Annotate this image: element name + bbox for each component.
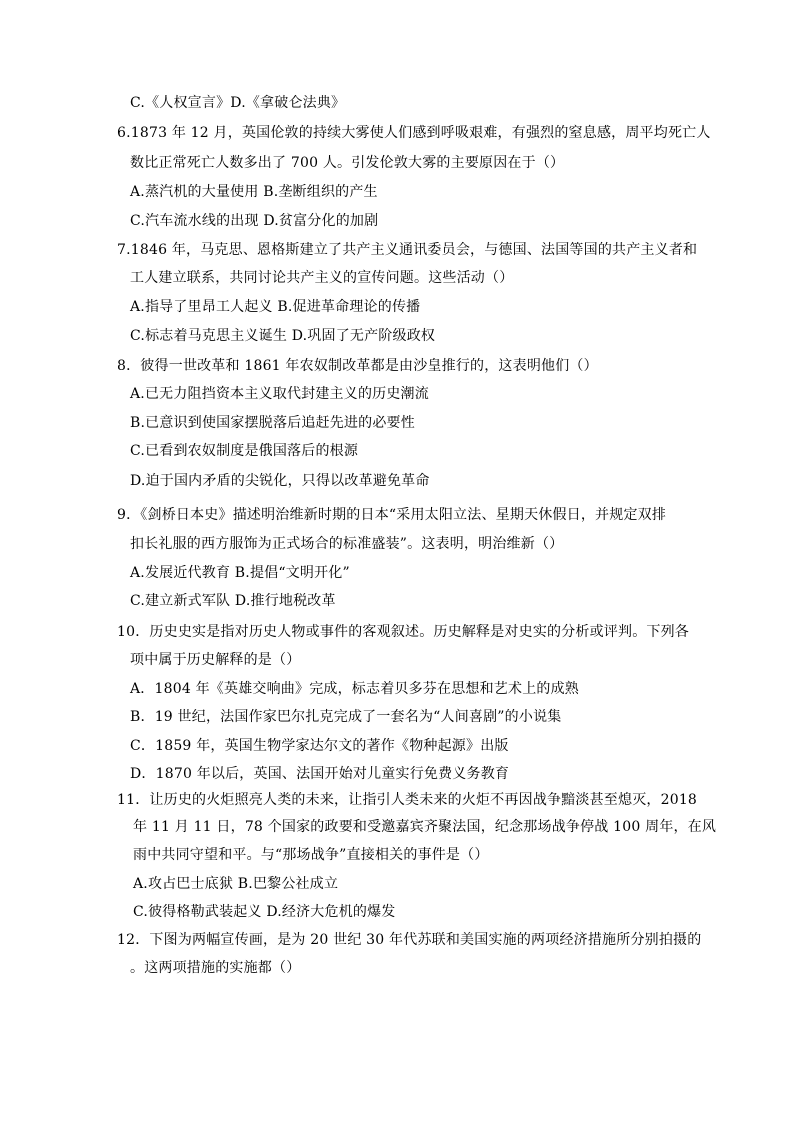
q6-options-cd: C.汽车流水线的出现 D.贫富分化的加剧 (130, 213, 379, 229)
q5-options-cd: C.《人权宣言》D.《拿破仑法典》 (130, 95, 346, 111)
q6-stem-line-1: 6.1873 年 12 月，英国伦敦的持续大雾使人们感到呼吸艰难，有强烈的窒息感，周平均死亡人 (117, 125, 711, 141)
q7-options-ab: A.指导了里昂工人起义 B.促进革命理论的传播 (130, 299, 421, 315)
q10-stem-line-1: 10．历史史实是指对历史人物或事件的客观叙述。历史解释是对史实的分析或评判。下列各 (117, 624, 690, 640)
q10-option-a: A．1804 年《英雄交响曲》完成，标志着贝多芬在思想和艺术上的成熟 (130, 681, 579, 697)
q12-stem-line-2: 。这两项措施的实施都（） (130, 960, 301, 976)
q8-option-b: B.已意识到使国家摆脱落后追赶先进的必要性 (130, 415, 415, 431)
q7-stem-line-1: 7.1846 年，马克思、恩格斯建立了共产主义通讯委员会，与德国、法国等国的共产主义者和 (117, 242, 698, 258)
q10-option-c: C．1859 年，英国生物学家达尔文的著作《物种起源》出版 (130, 738, 509, 754)
q9-options-ab: A.发展近代教育 B.提倡“文明开化” (130, 565, 350, 581)
q9-stem-line-2: 扣长礼服的西方服饰为正式场合的标准盛装”。这表明，明治维新（） (130, 536, 564, 552)
q12-stem-line-1: 12．下图为两幅宣传画，是为 20 世纪 30 年代苏联和美国实施的两项经济措施所分别拍摄的 (117, 932, 702, 948)
q6-stem-line-2: 数比正常死亡人数多出了 700 人。引发伦敦大雾的主要原因在于（） (130, 155, 565, 171)
q6-options-ab: A.蒸汽机的大量使用 B.垄断组织的产生 (130, 184, 378, 200)
q11-stem-line-2: 年 11 月 11 日，78 个国家的政要和受邀嘉宾齐聚法国，纪念那场战争停战 100 周年，在风 (133, 819, 717, 835)
q8-option-a: A.已无力阻挡资本主义取代封建主义的历史潮流 (130, 386, 429, 402)
q8-option-c: C.已看到农奴制度是俄国落后的根源 (130, 443, 359, 459)
q11-stem-line-3: 雨中共同守望和平。与“那场战争”直接相关的事件是（） (133, 847, 489, 863)
q10-option-b: B．19 世纪，法国作家巴尔扎克完成了一套名为“人间喜剧”的小说集 (130, 709, 562, 725)
q11-stem-line-1: 11．让历史的火炬照亮人类的未来，让指引人类未来的火炬不再因战争黯淡甚至熄灭，2018 (117, 792, 698, 808)
q9-options-cd: C.建立新式军队 D.推行地税改革 (130, 593, 336, 609)
q10-stem-line-2: 项中属于历史解释的是（） (130, 652, 301, 668)
q8-stem: 8．彼得一世改革和 1861 年农奴制改革都是由沙皇推行的，这表明他们（） (117, 358, 598, 374)
q7-stem-line-2: 工人建立联系，共同讨论共产主义的宣传问题。这些活动（） (130, 270, 514, 286)
q11-options-cd: C.彼得格勒武装起义 D.经济大危机的爆发 (133, 904, 396, 920)
q10-option-d: D．1870 年以后，英国、法国开始对儿童实行免费义务教育 (130, 766, 510, 782)
q7-options-cd: C.标志着马克思主义诞生 D.巩固了无产阶级政权 (130, 328, 436, 344)
q11-options-ab: A.攻占巴士底狱 B.巴黎公社成立 (133, 876, 339, 892)
q8-option-d: D.迫于国内矛盾的尖锐化，只得以改革避免革命 (130, 473, 430, 489)
q9-stem-line-1: 9．《剑桥日本史》描述明治维新时期的日本“采用太阳立法、星期天休假日，并规定双排 (117, 507, 667, 523)
